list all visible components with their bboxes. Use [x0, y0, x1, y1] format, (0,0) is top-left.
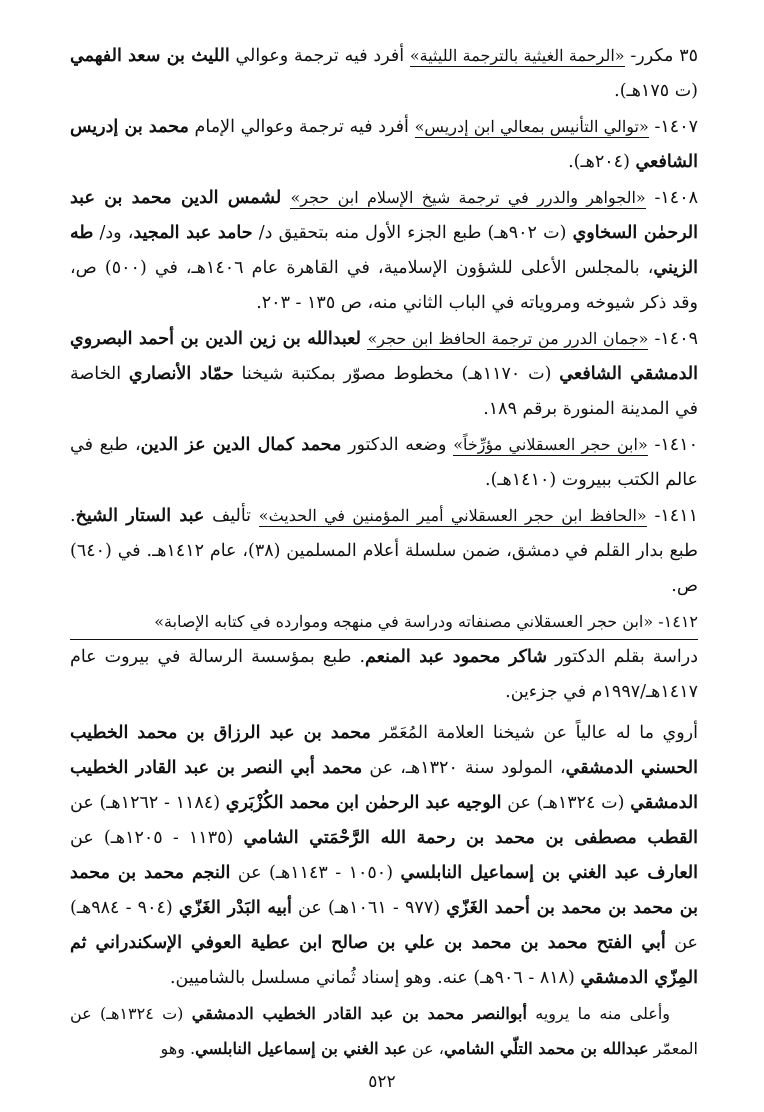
isnad-text: (١١٨٤ - ١٢٦٢هـ) عن	[70, 793, 226, 813]
isnad-text: (ت ١٣٢٤هـ) عن	[501, 793, 631, 813]
entry-text: (ت ١١٧٠هـ) مخطوط مصوّر بمكتبة شيخنا	[233, 364, 560, 384]
entry-text: (ت ١٧٥هـ).	[614, 81, 698, 101]
entry-person: شاكر محمود عبد المنعم	[365, 647, 547, 667]
higher-chain-paragraph	[70, 996, 698, 1066]
entry-text: تأليف	[204, 506, 259, 526]
entry-number: ١٤١١-	[646, 506, 699, 526]
isnad-text: (٩٠٤ - ٩٨٤هـ) عن	[70, 898, 698, 953]
entry-text: . طبع بدار القلم في دمشق، ضمن سلسلة أعلام المسلمين (٣٨)، عام ١٤١٢هـ. في (٦٤٠) ص.	[70, 506, 698, 596]
bibliography-entry-1407	[70, 109, 698, 180]
isnad-text: أروي ما له عالياً عن شيخنا العلامة المُعَمّر	[370, 723, 698, 743]
entry-person: حامد عبد المجيد	[133, 223, 253, 243]
entry-text: أفرد فيه ترجمة وعوالي الإمام	[188, 117, 415, 137]
entry-person: طه الزيني	[70, 223, 698, 278]
entry-person: محمد كمال الدين عز الدين	[140, 435, 342, 455]
entry-number: ١٤٠٩-	[648, 329, 698, 349]
entry-person: لشمس الدين محمد بن عبد الرحمٰن السخاوي	[70, 188, 698, 243]
entry-text: ، ود/	[93, 223, 134, 243]
entry-text: وضعه الدكتور	[341, 435, 454, 455]
isnad-person: الوجيه عبد الرحمٰن ابن محمد الكُزْبَري	[225, 793, 502, 813]
bibliography-entry-1409	[70, 321, 698, 427]
note-text: (ت ١٣٢٤هـ) عن المعمّر	[70, 1004, 698, 1058]
entry-title: «ابن حجر العسقلاني مصنفاته ودراسة في منهجه وموارده في كتابه الإصابة»	[154, 612, 654, 631]
isnad-text: (١١٣٥ - ١٢٠٥هـ) عن	[70, 828, 244, 848]
entry-number: ١٤٠٨-	[645, 188, 698, 208]
entry-text: أفرد فيه ترجمة وعوالي	[229, 46, 410, 66]
isnad-person: العارف عبد الغني بن إسماعيل النابلسي	[400, 863, 698, 883]
isnad-person: أبيه البَدْر الغَزّي	[178, 898, 292, 918]
note-person: أبوالنصر محمد بن عبد القادر الخطيب الدمشقي	[191, 1004, 527, 1023]
isnad-text: ، المولود سنة ١٣٢٠هـ، عن	[362, 758, 566, 778]
bibliography-entry-35	[70, 38, 698, 109]
isnad-text: (٩٧٧ - ١٠٦١هـ) عن	[291, 898, 447, 918]
page-body	[70, 38, 698, 1066]
entry-title-line	[70, 604, 698, 640]
entry-text: ، طبع في عالم الكتب ببيروت (١٤١٠هـ).	[70, 435, 698, 490]
note-person: عبد الغني بن إسماعيل النابلسي	[195, 1039, 407, 1058]
entry-person: محمد بن إدريس الشافعي	[70, 117, 698, 172]
isnad-text: (٨١٨ - ٩٠٦هـ) عنه. وهو إسناد ثُماني مسلسل بالشاميين.	[169, 968, 581, 988]
entry-text: (٢٠٤هـ).	[568, 152, 636, 172]
entry-title: «توالي التأنيس بمعالي ابن إدريس»	[414, 117, 649, 136]
entry-number: ١٤١٠-	[647, 435, 698, 455]
bibliography-entry-1412	[70, 604, 698, 710]
bibliography-entry-1408	[70, 180, 698, 321]
isnad-text: (١٠٥٠ - ١١٤٣هـ) عن	[230, 863, 401, 883]
entry-text: (ت ٩٠٢هـ) طبع الجزء الأول منه بتحقيق د/	[252, 223, 573, 243]
entry-text: دراسة بقلم الدكتور	[547, 647, 698, 667]
note-text: وأعلى منه ما يرويه	[526, 1004, 671, 1023]
entry-text: الخاصة في المدينة المنورة برقم ١٨٩.	[70, 364, 698, 419]
note-person: عبدالله بن محمد التلّي الشامي	[443, 1039, 649, 1058]
isnad-person: القطب مصطفى بن محمد بن رحمة الله الرَّحْمَتي الشامي	[243, 828, 699, 848]
bibliography-entry-1410	[70, 427, 698, 498]
entry-person: الليث بن سعد الفهمي	[70, 46, 230, 66]
entry-person: لعبدالله بن زين الدين بن أحمد البصروي الدمشقي الشافعي	[70, 329, 698, 384]
entry-text: . طبع بمؤسسة الرسالة في بيروت عام ١٤١٧هـ/١٩٩٧م في جزءين.	[70, 647, 698, 702]
entry-person: عبد الستار الشيخ	[75, 506, 205, 526]
isnad-paragraph	[70, 716, 698, 996]
entry-number: ٣٥ مكرر-	[624, 46, 699, 66]
isnad-person: محمد أبي النصر بن عبد القادر الخطيب الدمشقي	[70, 758, 699, 813]
isnad-person: محمد بن عبد الرزاق بن محمد الخطيب الحسني الدمشقي	[70, 723, 698, 778]
entry-title: «الحافظ ابن حجر العسقلاني أمير المؤمنين في الحديث»	[258, 506, 647, 525]
entry-text: ، بالمجلس الأعلى للشؤون الإسلامية، في القاهرة عام ١٤٠٦هـ، في (٥٠٠) ص، وقد ذكر شيوخه ومروياته في الباب الثاني منه، ص ١٣٥ - ٢٠٣.	[70, 258, 698, 313]
note-text: ، عن	[406, 1039, 444, 1058]
entry-person: حمّاد الأنصاري	[128, 364, 234, 384]
entry-number: ١٤١٢-	[653, 612, 698, 631]
entry-title: «جمان الدرر من ترجمة الحافظ ابن حجر»	[367, 329, 649, 348]
entry-title: «الرحمة الغيثية بالترجمة الليثية»	[409, 46, 625, 65]
note-text: . وهو	[160, 1039, 196, 1058]
bibliography-entry-1411	[70, 498, 698, 604]
entry-number: ١٤٠٧-	[648, 117, 698, 137]
page-number: ٥٢٢	[368, 1072, 396, 1092]
isnad-person: النجم محمد بن محمد بن محمد بن محمد بن أحمد الغَزّي	[70, 863, 698, 918]
entry-title: «الجواهر والدرر في ترجمة شيخ الإسلام ابن حجر»	[290, 188, 646, 207]
isnad-person: أبي الفتح محمد بن محمد بن علي بن صالح ابن عطية العوفي الإسكندراني ثم المِزّي الدمشقي	[70, 933, 698, 988]
entry-title: «ابن حجر العسقلاني مؤرِّخاً»	[453, 435, 648, 454]
